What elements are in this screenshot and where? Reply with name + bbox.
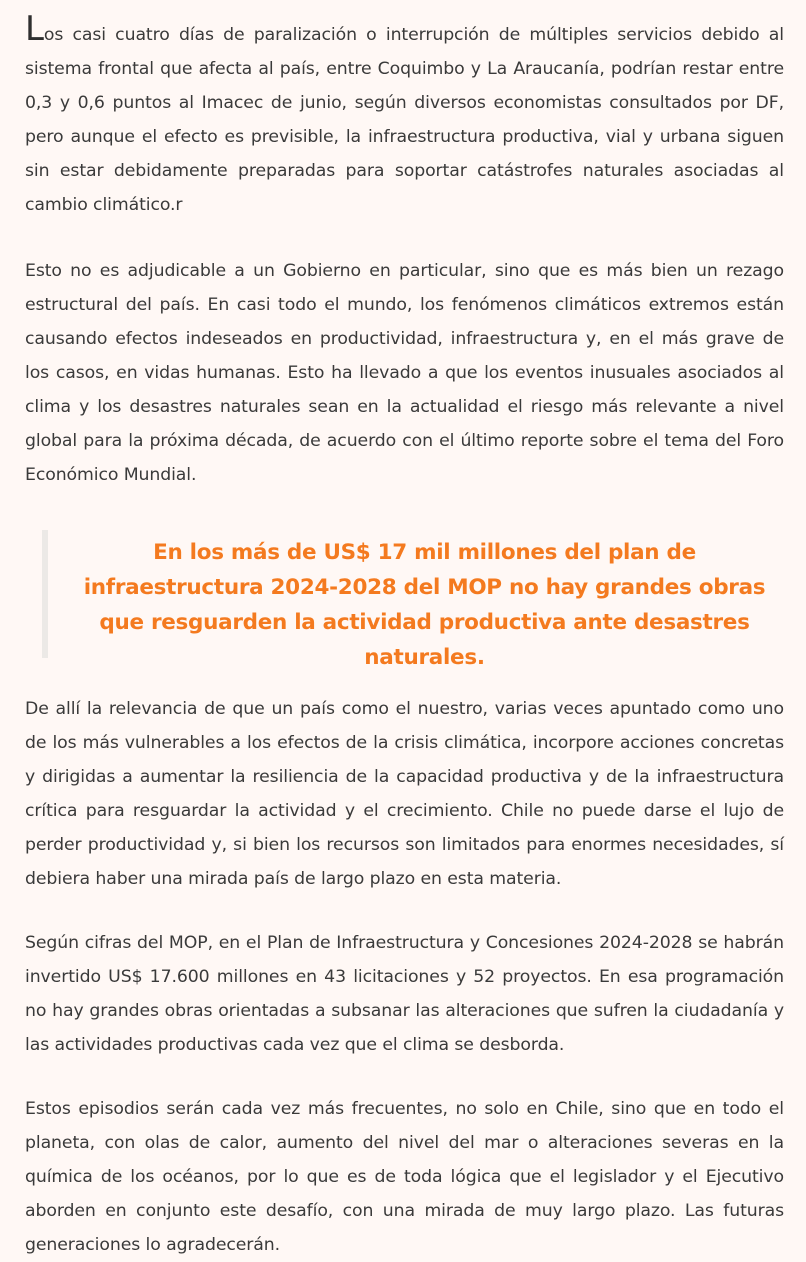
article-paragraph-4: Según cifras del MOP, en el Plan de Infraestructura y Concesiones 2024-2028 se habrán invertido US$ 17.600 millones en 43 licitaciones y 52 proyectos. En esa programación no hay grandes obras orientadas a subsanar las alteraciones que sufren la ciudadanía y las actividades productivas cada vez que el clima se desborda. [25,933,784,1055]
drop-cap: L [25,9,44,49]
pull-quote-bar [42,530,48,658]
pull-quote [25,530,784,670]
article-body [25,0,784,1262]
article-paragraph-5: Estos episodios serán cada vez más frecuentes, no solo en Chile, sino que en todo el planeta, con olas de calor, aumento del nivel del mar o alteraciones severas en la química de los océanos, por lo que es de toda lógica que el legislador y el Ejecutivo aborden en conjunto este desafío, con una mirada de muy largo plazo. Las futuras generaciones lo agradecerán. [25,1099,784,1255]
article-paragraph-1 [25,0,784,222]
paragraph-1-text: os casi cuatro días de paralización o interrupción de múltiples servicios debido al sistema frontal que afecta al país, entre Coquimbo y La Araucanía, podrían restar entre 0,3 y 0,6 puntos al Imacec de junio, según diversos economistas consultados por DF, pero aunque el efecto es previsible, la infraestructura productiva, vial y urbana siguen sin estar debidamente preparadas para soportar catástrofes naturales asociadas al cambio climático.r [25,25,784,215]
pull-quote-text: En los más de US$ 17 mil millones del plan de infraestructura 2024-2028 del MOP no hay grandes obras que resguarden la actividad productiva ante desastres naturales. [83,540,766,670]
article-paragraph-2: Esto no es adjudicable a un Gobierno en particular, sino que es más bien un rezago estructural del país. En casi todo el mundo, los fenómenos climáticos extremos están causando efectos indeseados en productividad, infraestructura y, en el más grave de los casos, en vidas humanas. Esto ha llevado a que los eventos inusuales asociados al clima y los desastres naturales sean en la actualidad el riesgo más relevante a nivel global para la próxima década, de acuerdo con el último reporte sobre el tema del Foro Económico Mundial. [25,261,784,485]
article-paragraph-3: De allí la relevancia de que un país como el nuestro, varias veces apuntado como uno de los más vulnerables a los efectos de la crisis climática, incorpore acciones concretas y dirigidas a aumentar la resiliencia de la capacidad productiva y de la infraestructura crítica para resguardar la actividad y el crecimiento. Chile no puede darse el lujo de perder productividad y, si bien los recursos son limitados para enormes necesidades, sí debiera haber una mirada país de largo plazo en esta materia. [25,699,784,889]
